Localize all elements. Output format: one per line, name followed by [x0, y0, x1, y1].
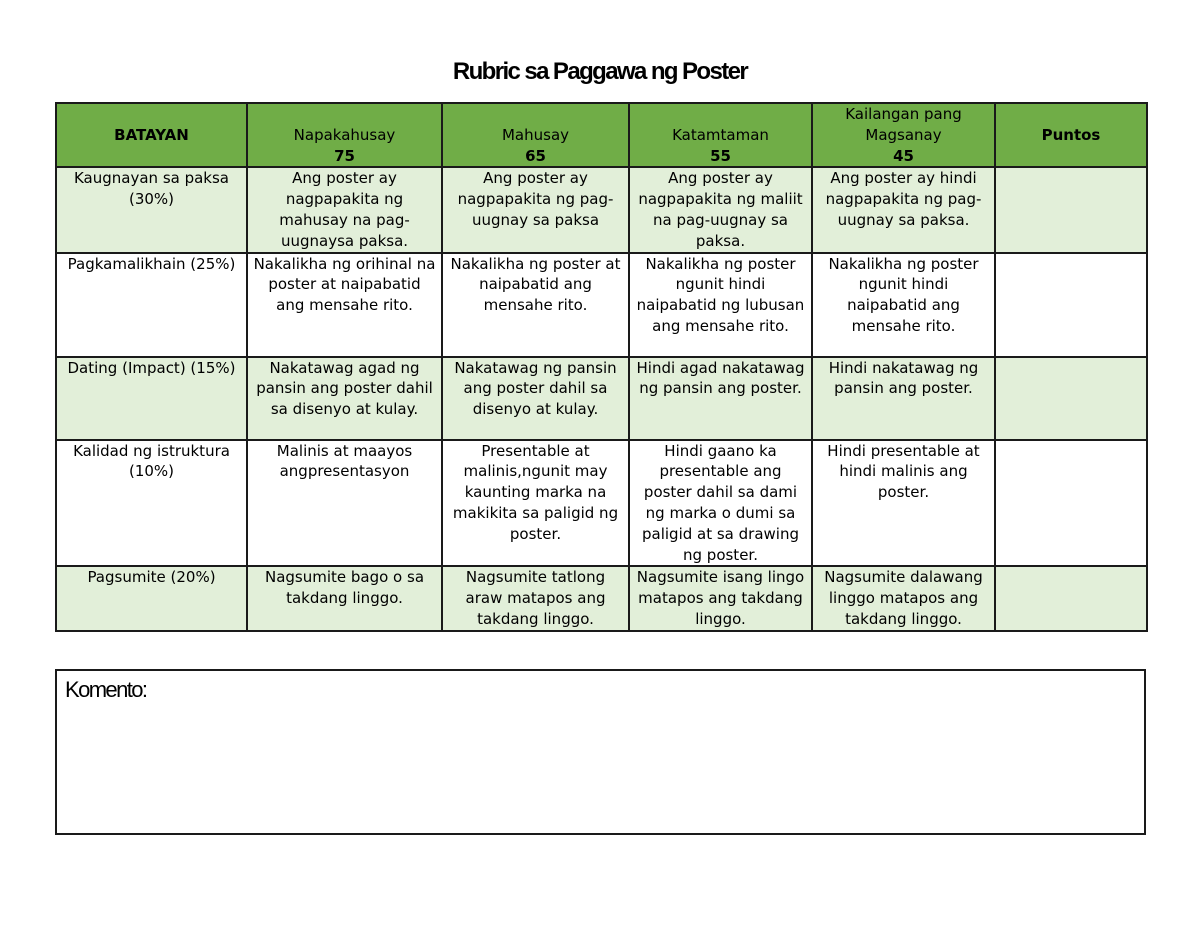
puntos-cell[interactable] [995, 566, 1147, 630]
criterion-cell: Pagsumite (20%) [56, 566, 247, 630]
level-points: 65 [525, 146, 546, 165]
komento-label: Komento: [65, 677, 147, 702]
criterion-cell: Kaugnayan sa paksa (30%) [56, 167, 247, 252]
page-title: Rubric sa Paggawa ng Poster [452, 58, 748, 85]
komento-box[interactable] [55, 669, 1146, 835]
level-label: Napakahusay [293, 125, 396, 144]
table-row [56, 253, 1147, 357]
criterion-cell: Dating (Impact) (15%) [56, 357, 247, 440]
header-batayan: BATAYAN [56, 103, 247, 167]
rubric-cell: Nakalikha ng orihinal na poster at naipabatid ang mensahe rito. [247, 253, 442, 357]
header-level-kailangan-pang-magsanay [812, 103, 995, 167]
rubric-cell: Nakatawag agad ng pansin ang poster dahil sa disenyo at kulay. [247, 357, 442, 440]
rubric-cell: Ang poster ay nagpapakita ng mahusay na pag-uugnaysa paksa. [247, 167, 442, 252]
rubric-cell: Presentable at malinis,ngunit may kaunting marka na makikita sa paligid ng poster. [442, 440, 629, 567]
puntos-cell[interactable] [995, 357, 1147, 440]
rubric-cell: Nagsumite tatlong araw matapos ang takdang linggo. [442, 566, 629, 630]
table-row [56, 566, 1147, 630]
rubric-cell: Hindi agad nakatawag ng pansin ang poster. [629, 357, 812, 440]
rubric-cell: Hindi presentable at hindi malinis ang poster. [812, 440, 995, 567]
puntos-cell[interactable] [995, 440, 1147, 567]
rubric-cell: Nakalikha ng poster at naipabatid ang mensahe rito. [442, 253, 629, 357]
header-level-mahusay [442, 103, 629, 167]
level-label: Mahusay [501, 125, 570, 144]
level-points: 45 [893, 146, 914, 165]
rubric-cell: Ang poster ay nagpapakita ng pag-uugnay sa paksa [442, 167, 629, 252]
rubric-cell: Hindi gaano ka presentable ang poster dahil sa dami ng marka o dumi sa paligid at sa drawing ng poster. [629, 440, 812, 567]
rubric-cell: Nagsumite dalawang linggo matapos ang takdang linggo. [812, 566, 995, 630]
table-row [56, 357, 1147, 440]
header-level-napakahusay [247, 103, 442, 167]
rubric-cell: Ang poster ay hindi nagpapakita ng pag-uugnay sa paksa. [812, 167, 995, 252]
puntos-cell[interactable] [995, 167, 1147, 252]
header-puntos: Puntos [995, 103, 1147, 167]
rubric-cell: Ang poster ay nagpapakita ng maliit na pag-uugnay sa paksa. [629, 167, 812, 252]
rubric-cell: Nakalikha ng poster ngunit hindi naipabatid ang mensahe rito. [812, 253, 995, 357]
rubric-cell: Hindi nakatawag ng pansin ang poster. [812, 357, 995, 440]
level-points: 75 [334, 146, 355, 165]
table-row [56, 167, 1147, 252]
rubric-cell: Nagsumite isang lingo matapos ang takdang linggo. [629, 566, 812, 630]
criterion-cell: Pagkamalikhain (25%) [56, 253, 247, 357]
rubric-cell: Nagsumite bago o sa takdang linggo. [247, 566, 442, 630]
rubric-cell: Malinis at maayos angpresentasyon [247, 440, 442, 567]
header-row [56, 103, 1147, 167]
criterion-cell: Kalidad ng istruktura (10%) [56, 440, 247, 567]
rubric-cell: Nakatawag ng pansin ang poster dahil sa disenyo at kulay. [442, 357, 629, 440]
level-points: 55 [710, 146, 731, 165]
level-label: Katamtaman [672, 125, 769, 144]
header-level-katamtaman [629, 103, 812, 167]
level-label: Kailangan pang Magsanay [845, 105, 962, 144]
rubric-cell: Nakalikha ng poster ngunit hindi naipabatid ng lubusan ang mensahe rito. [629, 253, 812, 357]
table-row [56, 440, 1147, 567]
rubric-table [55, 102, 1148, 632]
puntos-cell[interactable] [995, 253, 1147, 357]
